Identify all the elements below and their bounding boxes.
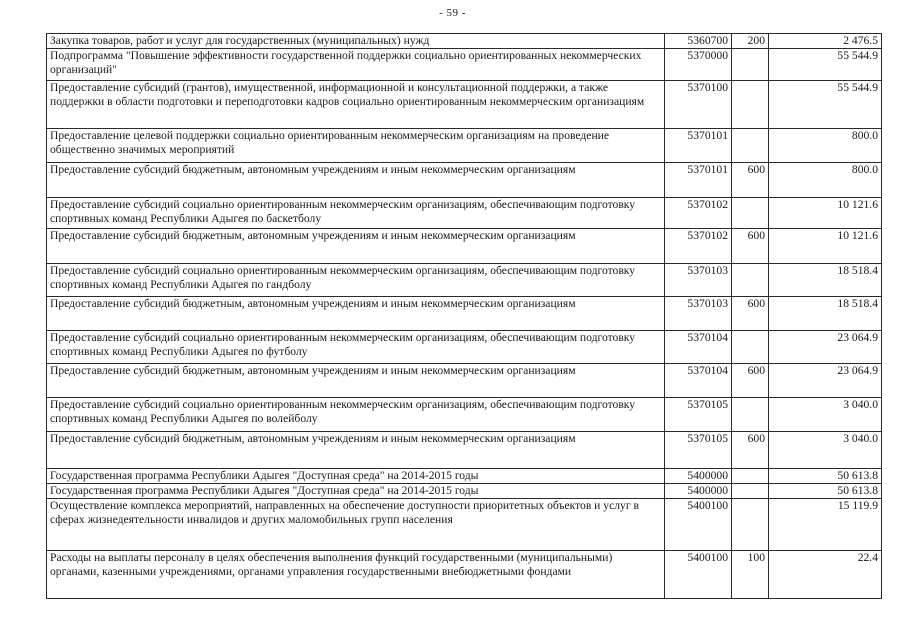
row-code: 5370102 <box>665 229 732 264</box>
table-row <box>47 34 882 49</box>
page-number: - 59 - <box>439 7 466 19</box>
row-vr <box>732 264 769 297</box>
row-name: Закупка товаров, работ и услуг для государственных (муниципальных) нужд <box>47 34 665 49</box>
row-amount: 15 119.9 <box>769 499 882 551</box>
row-amount: 23 064.9 <box>769 331 882 364</box>
row-vr <box>732 129 769 163</box>
table-row <box>47 297 882 331</box>
table-row <box>47 198 882 229</box>
row-name: Предоставление субсидий социально ориентированным некоммерческим организациям, обеспечивающим подготовку спортивных команд Республики Адыгея по баскетболу <box>47 198 665 229</box>
row-vr: 600 <box>732 297 769 331</box>
table-row <box>47 551 882 599</box>
row-code: 5370105 <box>665 432 732 469</box>
row-amount: 18 518.4 <box>769 264 882 297</box>
row-vr <box>732 484 769 499</box>
row-vr <box>732 81 769 129</box>
row-code: 5400100 <box>665 499 732 551</box>
row-vr: 100 <box>732 551 769 599</box>
table-row <box>47 469 882 484</box>
row-name: Предоставление целевой поддержки социально ориентированным некоммерческим организациям на проведение общественно значимых мероприятий <box>47 129 665 163</box>
row-name: Расходы на выплаты персоналу в целях обеспечения выполнения функций государственными (муниципальными) органами, казенными учреждениями, органами управления государственными внебюджетными фондами <box>47 551 665 599</box>
row-amount: 55 544.9 <box>769 81 882 129</box>
table-row <box>47 229 882 264</box>
table-row <box>47 264 882 297</box>
row-code: 5370104 <box>665 331 732 364</box>
table-row <box>47 398 882 432</box>
row-name: Предоставление субсидий бюджетным, автономным учреждениям и иным некоммерческим организациям <box>47 297 665 331</box>
row-code: 5400100 <box>665 551 732 599</box>
row-amount: 18 518.4 <box>769 297 882 331</box>
row-amount: 22.4 <box>769 551 882 599</box>
table-row <box>47 432 882 469</box>
row-code: 5370000 <box>665 49 732 81</box>
row-vr <box>732 198 769 229</box>
table-row <box>47 81 882 129</box>
row-code: 5370101 <box>665 129 732 163</box>
row-name: Предоставление субсидий бюджетным, автономным учреждениям и иным некоммерческим организациям <box>47 229 665 264</box>
row-name: Предоставление субсидий социально ориентированным некоммерческим организациям, обеспечивающим подготовку спортивных команд Республики Адыгея по гандболу <box>47 264 665 297</box>
row-amount: 55 544.9 <box>769 49 882 81</box>
row-vr: 200 <box>732 34 769 49</box>
row-vr <box>732 398 769 432</box>
row-amount: 3 040.0 <box>769 398 882 432</box>
row-code: 5370101 <box>665 163 732 198</box>
row-amount: 50 613.8 <box>769 469 882 484</box>
row-amount: 3 040.0 <box>769 432 882 469</box>
row-amount: 800.0 <box>769 163 882 198</box>
row-vr <box>732 499 769 551</box>
row-code: 5370102 <box>665 198 732 229</box>
table-row <box>47 499 882 551</box>
budget-table <box>46 33 882 599</box>
row-amount: 10 121.6 <box>769 198 882 229</box>
row-vr: 600 <box>732 432 769 469</box>
row-name: Предоставление субсидий социально ориентированным некоммерческим организациям, обеспечивающим подготовку спортивных команд Республики Адыгея по волейболу <box>47 398 665 432</box>
row-code: 5370103 <box>665 297 732 331</box>
row-name: Предоставление субсидий социально ориентированным некоммерческим организациям, обеспечивающим подготовку спортивных команд Республики Адыгея по футболу <box>47 331 665 364</box>
row-code: 5400000 <box>665 484 732 499</box>
row-name: Предоставление субсидий бюджетным, автономным учреждениям и иным некоммерческим организациям <box>47 432 665 469</box>
row-amount: 50 613.8 <box>769 484 882 499</box>
row-name: Предоставление субсидий бюджетным, автономным учреждениям и иным некоммерческим организациям <box>47 364 665 398</box>
row-vr <box>732 331 769 364</box>
row-vr: 600 <box>732 364 769 398</box>
row-code: 5400000 <box>665 469 732 484</box>
row-vr <box>732 469 769 484</box>
row-name: Государственная программа Республики Адыгея "Доступная среда" на 2014-2015 годы <box>47 484 665 499</box>
row-vr <box>732 49 769 81</box>
row-vr: 600 <box>732 229 769 264</box>
table-row <box>47 364 882 398</box>
row-vr: 600 <box>732 163 769 198</box>
row-code: 5370104 <box>665 364 732 398</box>
table-row <box>47 163 882 198</box>
table-row <box>47 129 882 163</box>
row-name: Предоставление субсидий (грантов), имущественной, информационной и консультационной поддержки, а также поддержки в области подготовки и переподготовки кадров социально ориентированным некоммерческим организациям <box>47 81 665 129</box>
row-code: 5370103 <box>665 264 732 297</box>
row-code: 5370100 <box>665 81 732 129</box>
row-code: 5370105 <box>665 398 732 432</box>
table-row <box>47 49 882 81</box>
row-amount: 800.0 <box>769 129 882 163</box>
row-code: 5360700 <box>665 34 732 49</box>
row-amount: 10 121.6 <box>769 229 882 264</box>
table-row <box>47 484 882 499</box>
row-name: Подпрограмма "Повышение эффективности государственной поддержки социально ориентированных некоммерческих организаций" <box>47 49 665 81</box>
row-name: Осуществление комплекса мероприятий, направленных на обеспечение доступности приоритетных объектов и услуг в сферах жизнедеятельности инвалидов и других маломобильных групп населения <box>47 499 665 551</box>
table-row <box>47 331 882 364</box>
row-name: Государственная программа Республики Адыгея "Доступная среда" на 2014-2015 годы <box>47 469 665 484</box>
row-amount: 23 064.9 <box>769 364 882 398</box>
row-amount: 2 476.5 <box>769 34 882 49</box>
row-name: Предоставление субсидий бюджетным, автономным учреждениям и иным некоммерческим организациям <box>47 163 665 198</box>
